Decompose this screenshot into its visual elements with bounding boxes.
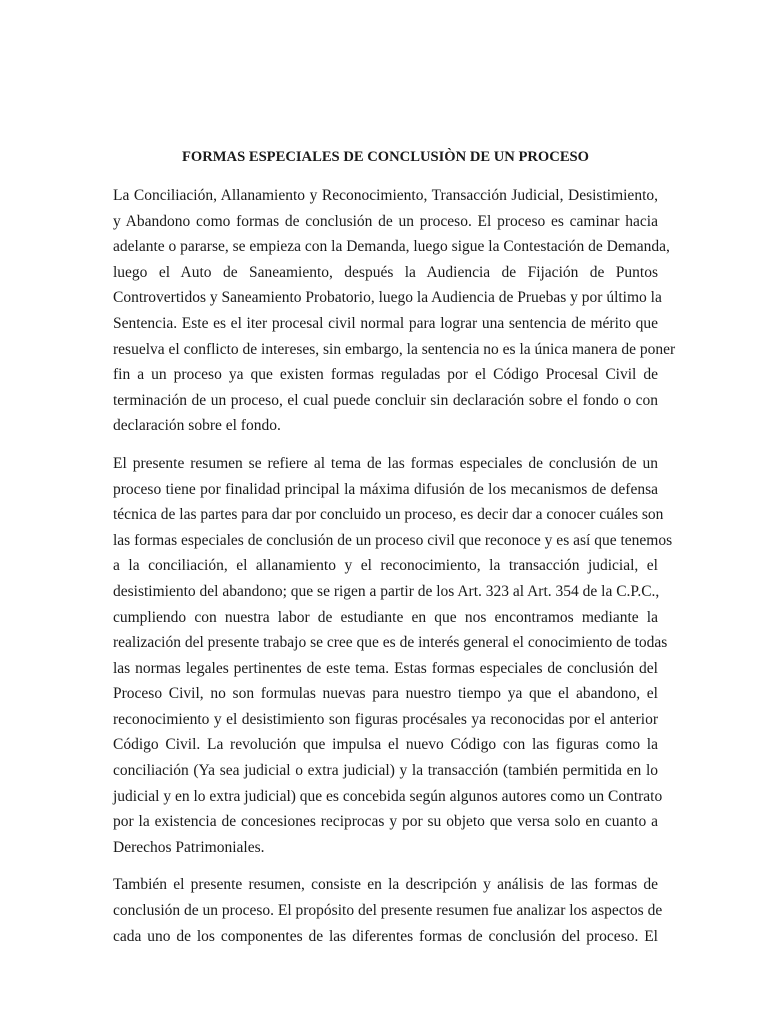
- document-title: FORMAS ESPECIALES DE CONCLUSIÒN DE UN PROCESO: [181, 149, 590, 165]
- text-line: Derechos Patrimoniales.: [113, 838, 265, 856]
- document-body: [113, 183, 676, 949]
- text-line: conciliación (Ya sea judicial o extra judicial) y la transacción (también permitida en lo: [113, 762, 658, 780]
- text-line: cada uno de los componentes de las diferentes formas de conclusión del proceso. El: [113, 927, 658, 945]
- text-line: declaración sobre el fondo.: [113, 417, 281, 435]
- text-line: conclusión de un proceso. El propósito del presente resumen fue analizar los aspectos de: [113, 902, 663, 920]
- text-line: También el presente resumen, consiste en la descripción y análisis de las formas de: [113, 876, 658, 894]
- text-line: judicial y en lo extra judicial) que es concebida según algunos autores como un Contrato: [113, 787, 663, 805]
- text-line: realización del presente trabajo se cree que es de interés general el conocimiento de todas: [113, 634, 668, 652]
- text-line: La Conciliación, Allanamiento y Reconocimiento, Transacción Judicial, Desistimiento,: [113, 187, 658, 204]
- text-line: técnica de las partes para dar por concluido un proceso, es decir dar a conocer cuáles son: [113, 506, 664, 524]
- text-line: por la existencia de concesiones reciprocas y por su objeto que versa solo en cuanto a: [113, 813, 658, 831]
- text-line: y Abandono como formas de conclusión de un proceso. El proceso es caminar hacia: [113, 212, 658, 230]
- paragraph: [113, 451, 673, 861]
- text-line: luego el Auto de Saneamiento, después la Audiencia de Fijación de Puntos: [113, 263, 658, 281]
- text-line: El presente resumen se refiere al tema de las formas especiales de conclusión de un: [113, 454, 658, 472]
- text-line: terminación de un proceso, el cual puede concluir sin declaración sobre el fondo o con: [113, 391, 658, 409]
- paragraph: [113, 872, 663, 949]
- text-line: resuelva el conflicto de intereses, sin embargo, la sentencia no es la única manera de poner: [113, 340, 676, 358]
- text-line: a la conciliación, el allanamiento y el reconocimiento, la transacción judicial, el: [113, 557, 658, 575]
- text-line: desistimiento del abandono; que se rigen a partir de los Art. 323 al Art. 354 de la C.P.C.,: [113, 582, 660, 600]
- paragraph: [113, 183, 676, 439]
- text-line: reconocimiento y el desistimiento son figuras procésales ya reconocidas por el anterior: [113, 710, 658, 728]
- text-line: Sentencia. Este es el iter procesal civil normal para lograr una sentencia de mérito que: [113, 314, 658, 332]
- text-line: las formas especiales de conclusión de un proceso civil que reconoce y es así que tenemos: [113, 531, 673, 549]
- text-line: Código Civil. La revolución que impulsa el nuevo Código con las figuras como la: [113, 736, 658, 754]
- document-page: [113, 146, 676, 949]
- text-line: fin a un proceso ya que existen formas reguladas por el Código Procesal Civil de: [113, 366, 658, 384]
- text-line: adelante o pararse, se empieza con la Demanda, luego sigue la Contestación de Demanda,: [113, 238, 670, 256]
- text-line: cumpliendo con nuestra labor de estudiante en que nos encontramos mediante la: [113, 608, 658, 626]
- text-line: proceso tiene por finalidad principal la máxima difusión de los mecanismos de defensa: [113, 480, 658, 498]
- text-line: Controvertidos y Saneamiento Probatorio, luego la Audiencia de Pruebas y por último la: [113, 289, 662, 307]
- text-line: Proceso Civil, no son formulas nuevas para nuestro tiempo ya que el abandono, el: [113, 685, 658, 703]
- text-line: las normas legales pertinentes de este tema. Estas formas especiales de conclusión del: [113, 659, 658, 677]
